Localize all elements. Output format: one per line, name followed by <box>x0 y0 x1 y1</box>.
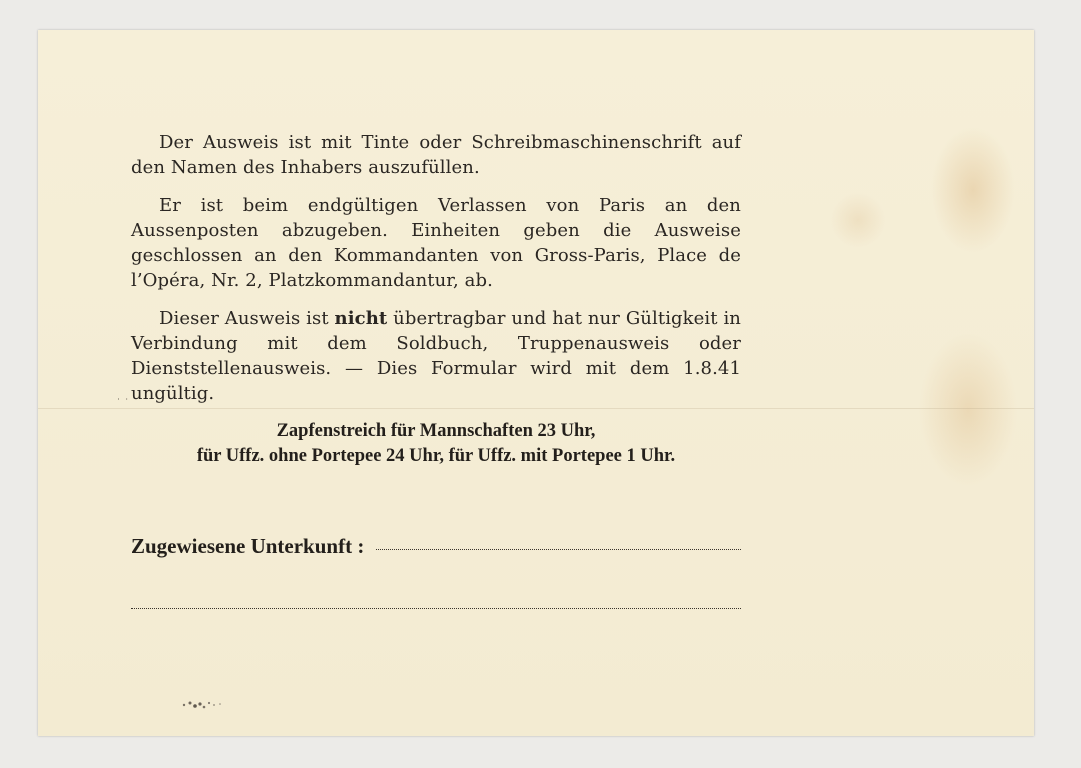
paragraph-3-start: Dieser Ausweis ist <box>159 308 335 329</box>
instruction-paragraph-1: Der Ausweis ist mit Tinte oder Schreibmaschinenschrift auf den Namen des Inhabers auszufüllen. <box>131 132 741 178</box>
quarters-second-dotted-line <box>131 608 741 609</box>
paragraph-3-emphasis: nicht <box>334 308 388 329</box>
ink-smudge-mark <box>178 696 228 714</box>
quarters-field-dotted-line <box>376 548 741 550</box>
instruction-paragraph-2: Er ist beim endgültigen Verlassen von Paris an den Aussenposten abzugeben. Einheiten geben die Ausweise geschlossen an den Kommandanten von Gross-Paris, Place de l’Opéra, Nr. 2, Platzkommandantur, ab. <box>131 195 741 291</box>
quarters-field-label: Zugewiesene Unterkunft : <box>131 534 365 558</box>
quarters-field <box>131 534 741 559</box>
curfew-notice <box>131 419 741 469</box>
curfew-notice-line-1: Zapfenstreich für Mannschaften 23 Uhr, <box>276 421 596 441</box>
paragraph-3-end: übertragbar und hat nur Gültigkeit in Verbindung mit dem Soldbuch, Truppenausweis oder Dienststellenausweis. — Dies Formular wird mit dem 1.8.41 ungültig. <box>131 308 741 404</box>
instruction-paragraph-3 <box>131 306 741 406</box>
margin-mark: ˙ ˙ <box>116 398 130 409</box>
ausweis-card <box>38 30 1034 736</box>
instructions-text <box>131 130 741 469</box>
curfew-notice-line-2: für Uffz. ohne Portepee 24 Uhr, für Uffz. mit Portepee 1 Uhr. <box>196 446 676 466</box>
